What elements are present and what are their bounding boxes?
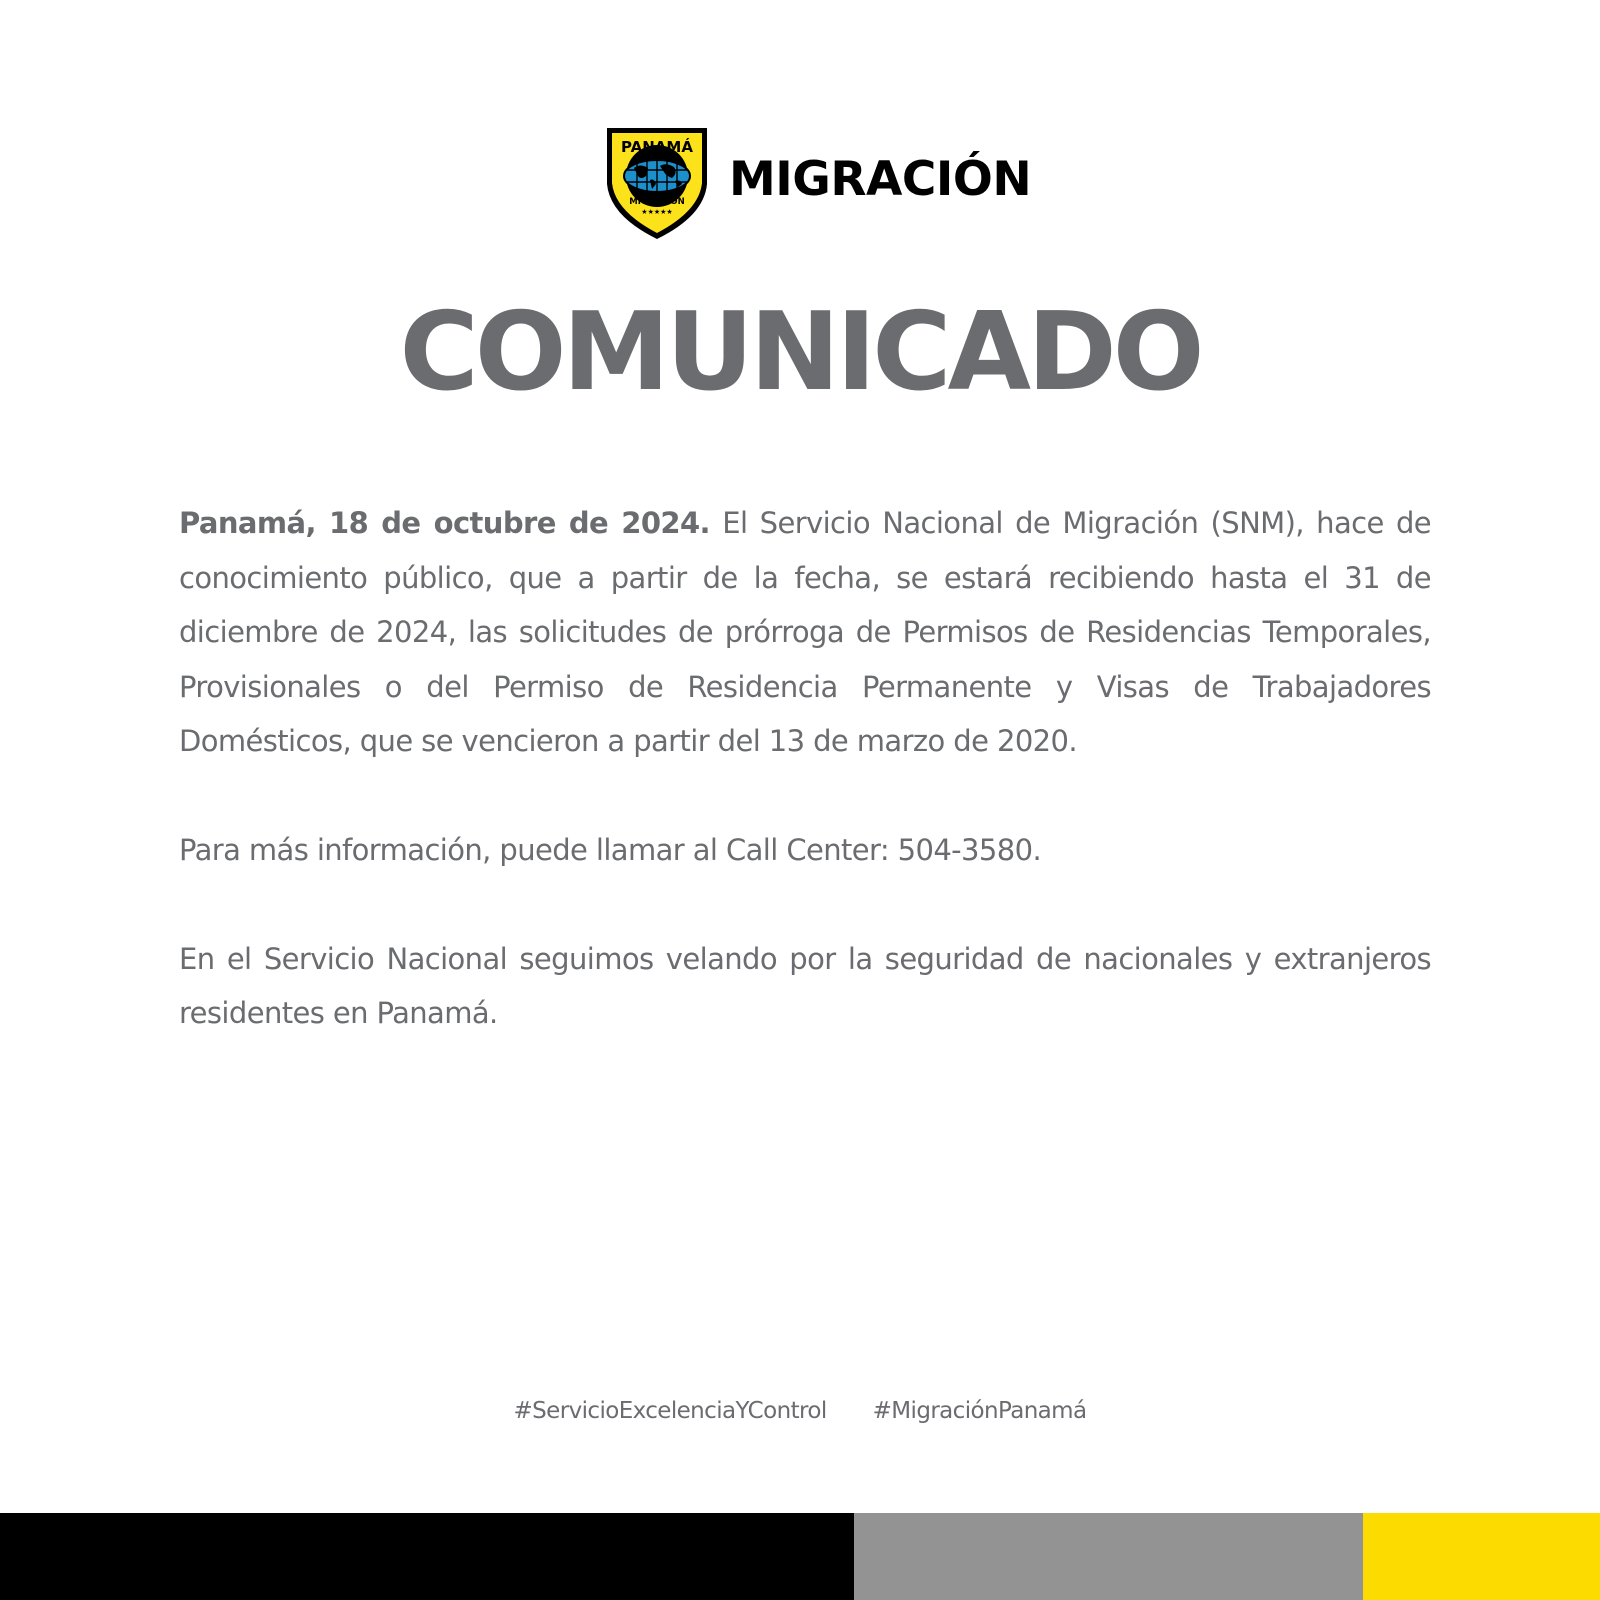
- hashtags: [0, 1398, 1600, 1424]
- svg-text:PANAMÁ: PANAMÁ: [621, 138, 693, 156]
- brand-name: MIGRACIÓN: [729, 152, 1032, 207]
- dateline: Panamá, 18 de octubre de 2024.: [179, 506, 710, 540]
- header: [0, 118, 1600, 242]
- footer-stripe-gray: [854, 1513, 1363, 1600]
- paragraph-contact-info: Para más información, puede llamar al Call Center: 504-3580.: [179, 832, 1042, 867]
- footer-stripe-black: [0, 1513, 854, 1600]
- paragraph-announcement: [179, 496, 1431, 769]
- footer-stripe-yellow: [1363, 1513, 1600, 1600]
- svg-text:★★★★★: ★★★★★: [641, 208, 673, 216]
- svg-text:MIGRACIÓN: MIGRACIÓN: [629, 197, 685, 207]
- migracion-seal-logo: [604, 118, 710, 240]
- announcement-text: El Servicio Nacional de Migración (SNM), hace de conocimiento público, que a partir de la fecha, se estará recibiendo hasta el 31 de diciembre de 2024, las solicitudes de prórroga de Permisos de Residencias Temporales, Provisionales o del Permiso de Residencia Permanente y Visas de Trabajadores Domésticos, que se vencieron a partir del 13 de marzo de 2020.: [179, 506, 1431, 759]
- hashtag-migracion: #MigraciónPanamá: [872, 1398, 1087, 1424]
- hashtag-servicio: #ServicioExcelenciaYControl: [513, 1398, 827, 1424]
- page-title: COMUNICADO: [399, 290, 1201, 415]
- paragraph-closing: En el Servicio Nacional seguimos velando por la seguridad de nacionales y extranjeros residentes en Panamá.: [179, 941, 1431, 1031]
- announcement-body: [179, 496, 1431, 1041]
